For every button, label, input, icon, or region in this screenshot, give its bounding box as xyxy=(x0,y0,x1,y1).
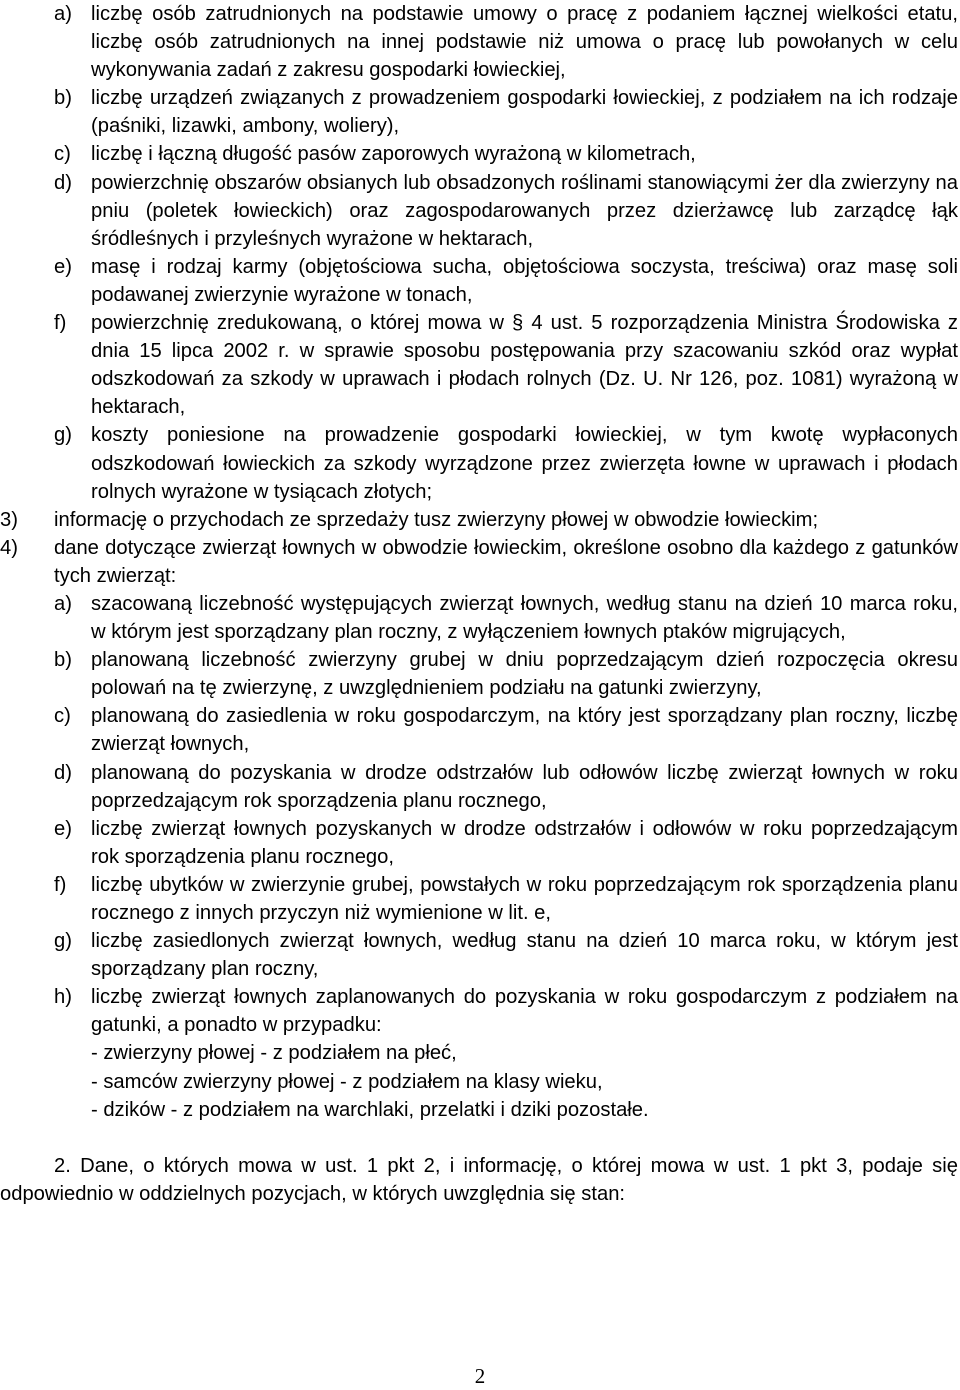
list-item xyxy=(0,140,958,168)
dash-list xyxy=(0,1039,958,1123)
list-item-text: liczbę zwierząt łownych zaplanowanych do pozyskania w roku gospodarczym z podziałem na gatunki, a ponadto w przypadku: xyxy=(91,986,958,1037)
list-item-text: masę i rodzaj karmy (objętościowa sucha, objętościowa soczysta, treściwa) oraz masę soli podawanej zwierzynie wyrażone w tonach, xyxy=(91,255,958,306)
list-marker: a) xyxy=(54,592,72,615)
list-item-text: koszty poniesione na prowadzenie gospodarki łowieckiej, w tym kwotę wypłaconych odszkodowań łowieckich za szkody wyrządzone przez zwierzęta łowne w uprawach i płodach rolnych wyrażone w tysiącach złotych; xyxy=(91,424,958,503)
numbered-item-3 xyxy=(0,506,958,534)
list-item xyxy=(0,421,958,505)
page-number: 2 xyxy=(474,1364,486,1388)
list-marker: 3) xyxy=(0,508,18,531)
list-marker: b) xyxy=(54,87,72,110)
list-item xyxy=(0,815,958,871)
list-marker: g) xyxy=(54,930,72,953)
list-item xyxy=(0,253,958,309)
list-marker: e) xyxy=(54,817,72,840)
list-marker: f) xyxy=(54,312,67,335)
list-item xyxy=(0,646,958,702)
dash-item: - samców zwierzyny płowej - z podziałem na klasy wieku, xyxy=(91,1070,603,1093)
list-item xyxy=(0,309,958,421)
list-item-text: planowaną liczebność zwierzyny grubej w dniu poprzedzającym dzień rozpoczęcia okresu polowań na tę zwierzynę, z uwzględnieniem podziału na gatunki zwierzyny, xyxy=(91,649,958,700)
list-item xyxy=(0,983,958,1039)
list-item xyxy=(0,927,958,983)
list-marker: e) xyxy=(54,255,72,278)
list-marker: 4) xyxy=(0,536,18,559)
dash-item: - zwierzyny płowej - z podziałem na płeć, xyxy=(91,1042,457,1065)
list-item xyxy=(0,0,958,84)
list-item xyxy=(0,84,958,140)
list-item xyxy=(0,169,958,253)
list-item-text: liczbę zasiedlonych zwierząt łownych, według stanu na dzień 10 marca roku, w którym jest sporządzany plan roczny, xyxy=(91,930,958,981)
list-marker: d) xyxy=(54,761,72,784)
paragraph-2: 2. Dane, o których mowa w ust. 1 pkt 2, i informację, o której mowa w ust. 1 pkt 3, podaje się odpowiednio w oddzielnych pozycjach, w których uwzględnia się stan: xyxy=(0,1154,958,1205)
list-item-text: liczbę urządzeń związanych z prowadzeniem gospodarki łowieckiej, z podziałem na ich rodzaje (paśniki, lizawki, ambony, woliery), xyxy=(91,87,958,138)
list-item-text: liczbę i łączną długość pasów zaporowych wyrażoną w kilometrach, xyxy=(91,143,696,166)
list-marker: b) xyxy=(54,649,72,672)
list-item xyxy=(0,702,958,758)
list-item-text: informację o przychodach ze sprzedaży tusz zwierzyny płowej w obwodzie łowieckim; xyxy=(54,508,819,531)
list-marker: d) xyxy=(54,171,72,194)
list-marker: f) xyxy=(54,873,67,896)
list-item-text: dane dotyczące zwierząt łownych w obwodzie łowieckim, określone osobno dla każdego z gatunków tych zwierząt: xyxy=(54,536,958,587)
list-item-text: powierzchnię obszarów obsianych lub obsadzonych roślinami stanowiącymi żer dla zwierzyny na pniu (poletek łowieckich) oraz zagospodarowanych przez dzierżawcę lub zarządcę łąk śródleśnych i przyleśnych wyrażone w hektarach, xyxy=(91,171,958,250)
list-marker: a) xyxy=(54,3,72,25)
list-item-text: liczbę ubytków w zwierzynie grubej, powstałych w roku poprzedzającym rok sporządzenia planu rocznego z innych przyczyn niż wymienione w lit. e, xyxy=(91,873,958,924)
list-item-text: liczbę zwierząt łownych pozyskanych w drodze odstrzałów i odłowów w roku poprzedzającym rok sporządzenia planu rocznego, xyxy=(91,817,958,868)
list-item-text: szacowaną liczebność występujących zwierząt łownych, według stanu na dzień 10 marca roku, w którym jest sporządzany plan roczny, z wyłączeniem łownych ptaków migrujących, xyxy=(91,592,958,644)
list-item-text: planowaną do pozyskania w drodze odstrzałów lub odłowów liczbę zwierząt łownych w roku poprzedzającym rok sporządzenia planu rocznego, xyxy=(91,761,958,812)
list-marker: c) xyxy=(54,705,71,728)
list-item xyxy=(0,759,958,815)
list-item xyxy=(0,590,958,646)
list-marker: h) xyxy=(54,986,72,1009)
numbered-item-4 xyxy=(0,534,958,590)
list-item-text: powierzchnię zredukowaną, o której mowa w § 4 ust. 5 rozporządzenia Ministra Środowiska z dnia 15 lipca 2002 r. w sprawie sposobu postępowania przy szacowaniu szkód oraz wypłat odszkodowań za szkody w uprawach i płodach rolnych (Dz. U. Nr 126, poz. 1081) wyrażoną w hektarach, xyxy=(91,312,958,419)
list-item-text: planowaną do zasiedlenia w roku gospodarczym, na który jest sporządzany plan roczny, liczbę zwierząt łownych, xyxy=(91,705,958,756)
list-marker: c) xyxy=(54,143,71,166)
list-item-text: liczbę osób zatrudnionych na podstawie umowy o pracę z podaniem łącznej wielkości etatu, liczbę osób zatrudnionych na innej podstawie niż umowa o pracę lub powołanych w celu wykonywania zadań z zakresu gospodarki łowieckiej, xyxy=(91,3,958,82)
list-item xyxy=(0,871,958,927)
dash-item: - dzików - z podziałem na warchlaki, przelatki i dziki pozostałe. xyxy=(91,1098,649,1121)
list-marker: g) xyxy=(54,424,72,447)
